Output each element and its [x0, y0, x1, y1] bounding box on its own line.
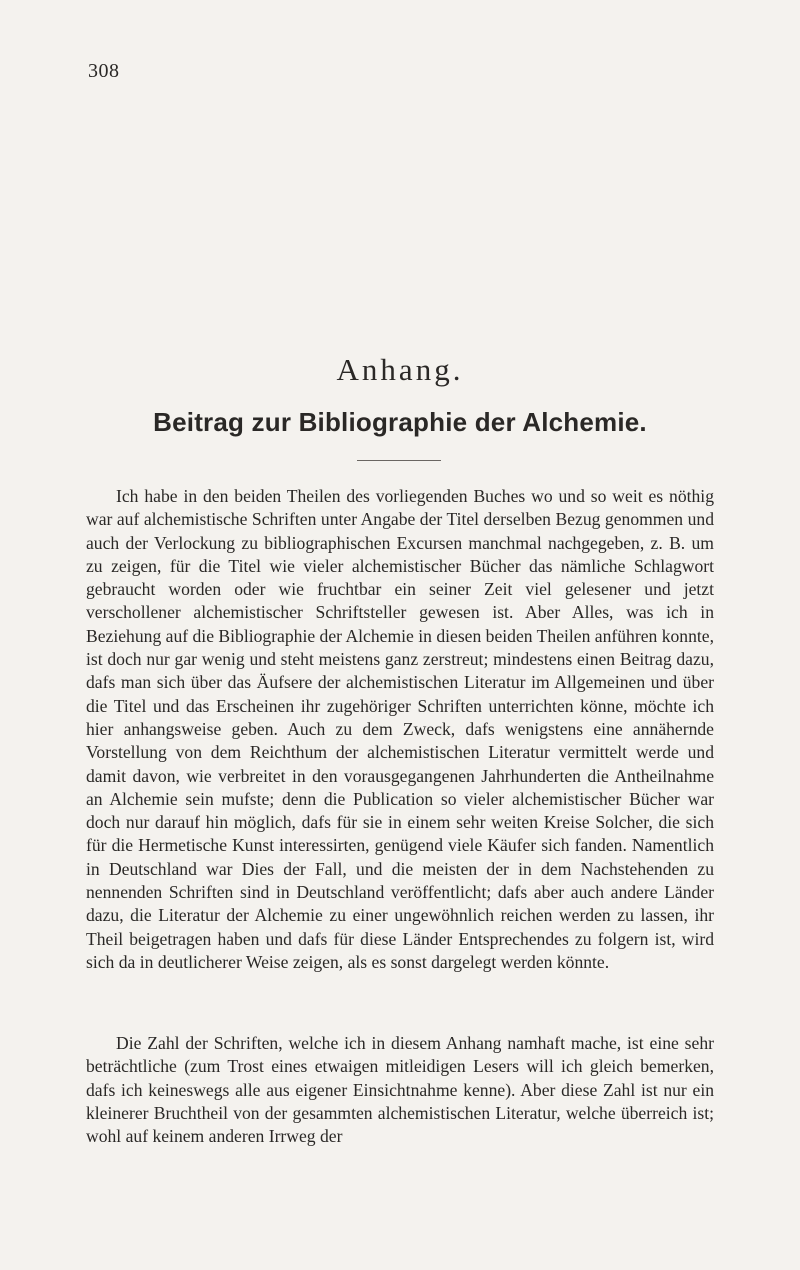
page-subtitle: Beitrag zur Bibliographie der Alchemie.: [153, 407, 647, 437]
paragraph-2: Die Zahl der Schriften, welche ich in diesem Anhang namhaft mache, ist eine sehr beträchtliche (zum Trost eines etwaigen mitleidigen Lesers will ich gleich bemerken, dafs ich keineswegs alle aus eigener Einsichtnahme kenne). Aber diese Zahl ist nur ein kleinerer Bruchtheil von der gesammten alchemistischen Literatur, welche überreich ist; wohl auf keinem anderen Irrweg der: [86, 1033, 714, 1147]
paragraph-1: Ich habe in den beiden Theilen des vorliegenden Buches wo und so weit es nöthig war auf alchemistische Schriften unter Angabe der Titel derselben Bezug genommen und auch der Verlockung zu bibliographischen Excursen manchmal nachgegeben, z. B. um zu zeigen, für die Titel wie vieler alchemistischer Bücher das nämliche Schlagwort gebraucht worden oder wie fruchtbar ein seiner Zeit viel gelesener und jetzt verschollener alchemistischer Schriftsteller gewesen ist. Aber Alles, was ich in Beziehung auf die Bibliographie der Alchemie in diesen beiden Theilen anführen konnte, ist doch nur gar wenig und steht meistens ganz zerstreut; mindestens einen Beitrag dazu, dafs man sich über das Äufsere der alchemistischen Literatur im Allgemeinen und über die Titel und das Erscheinen ihr zugehöriger Schriften unterrichten könne, möchte ich hier anhangsweise geben. Auch zu dem Zweck, dafs wenigstens eine annähernde Vorstellung von dem Reichthum der alchemistischen Literatur vermittelt werde und damit davon, wie verbreitet in den vorausgegangenen Jahrhunderten die Antheilnahme an Alchemie sein mufste; denn die Publication so vieler alchemistischer Bücher war doch nur darauf hin möglich, dafs für sie in einem sehr weiten Kreise Solcher, die sich für die Hermetische Kunst interessirten, genügend viele Käufer sich fanden. Namentlich in Deutschland war Dies der Fall, und die meisten der in dem Nachstehenden zu nennenden Schriften sind in Deutschland veröffentlicht; dafs aber auch andere Länder dazu, die Literatur der Alchemie zu einer ungewöhnlich reichen werden zu lassen, ihr Theil beigetragen haben und dafs für diese Länder Entsprechendes zu folgern ist, wird sich da in deutlicherer Weise zeigen, als es sonst dargelegt werden könnte.: [86, 486, 714, 972]
body-text-2: [86, 1032, 714, 1148]
page-number: 308: [88, 60, 120, 82]
body-text-1: [86, 485, 714, 974]
page-title: Anhang.: [336, 352, 464, 387]
title-divider: [357, 460, 441, 461]
